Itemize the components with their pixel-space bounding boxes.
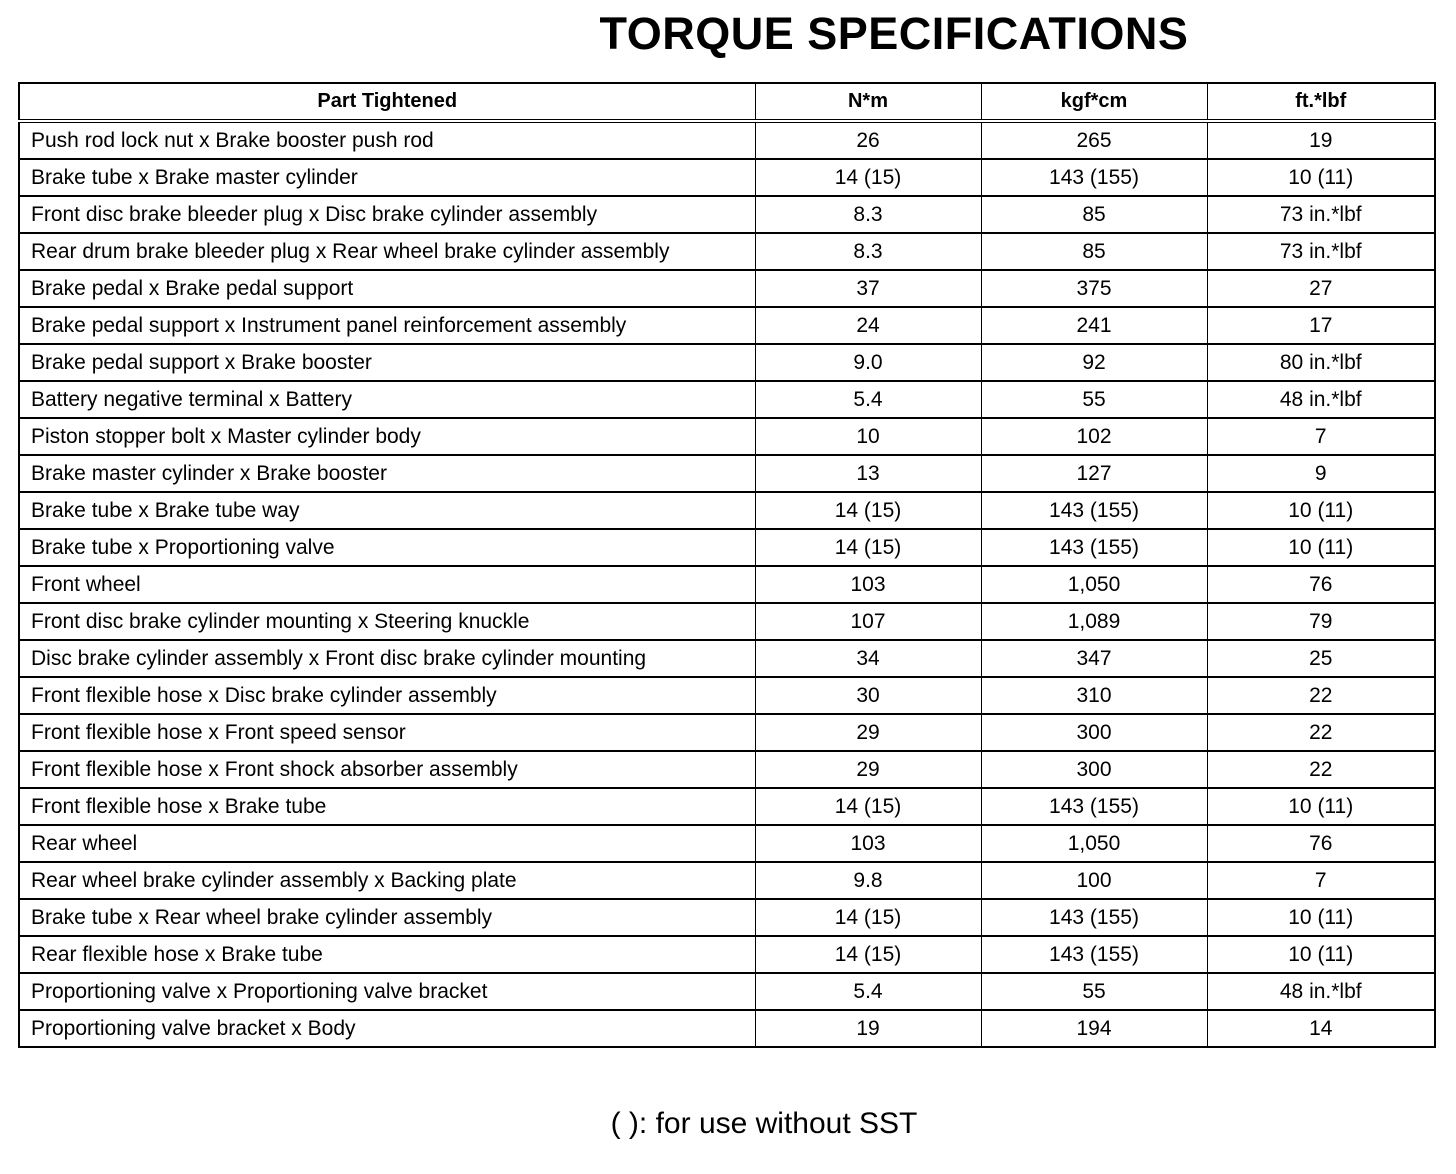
ft-lbf-cell: 7 bbox=[1207, 418, 1435, 455]
nm-cell: 30 bbox=[755, 677, 981, 714]
nm-cell: 14 (15) bbox=[755, 899, 981, 936]
kgf-cm-cell: 143 (155) bbox=[981, 899, 1207, 936]
table-row bbox=[19, 455, 1435, 492]
kgf-cm-cell: 85 bbox=[981, 233, 1207, 270]
ft-lbf-cell: 10 (11) bbox=[1207, 529, 1435, 566]
kgf-cm-cell: 143 (155) bbox=[981, 936, 1207, 973]
part-cell: Front flexible hose x Disc brake cylinder assembly bbox=[19, 677, 755, 714]
kgf-cm-cell: 100 bbox=[981, 862, 1207, 899]
kgf-cm-cell: 127 bbox=[981, 455, 1207, 492]
ft-lbf-cell: 19 bbox=[1207, 121, 1435, 159]
kgf-cm-cell: 300 bbox=[981, 751, 1207, 788]
table-row bbox=[19, 1010, 1435, 1047]
nm-cell: 9.0 bbox=[755, 344, 981, 381]
part-cell: Piston stopper bolt x Master cylinder body bbox=[19, 418, 755, 455]
header-kgf-cm: kgf*cm bbox=[981, 83, 1207, 121]
part-cell: Disc brake cylinder assembly x Front disc brake cylinder mounting bbox=[19, 640, 755, 677]
part-cell: Battery negative terminal x Battery bbox=[19, 381, 755, 418]
table-row bbox=[19, 936, 1435, 973]
nm-cell: 34 bbox=[755, 640, 981, 677]
table-row bbox=[19, 159, 1435, 196]
table-row bbox=[19, 121, 1435, 159]
part-cell: Brake tube x Brake tube way bbox=[19, 492, 755, 529]
table-row bbox=[19, 677, 1435, 714]
kgf-cm-cell: 347 bbox=[981, 640, 1207, 677]
header-nm: N*m bbox=[755, 83, 981, 121]
ft-lbf-cell: 27 bbox=[1207, 270, 1435, 307]
part-cell: Brake pedal support x Brake booster bbox=[19, 344, 755, 381]
kgf-cm-cell: 310 bbox=[981, 677, 1207, 714]
ft-lbf-cell: 10 (11) bbox=[1207, 788, 1435, 825]
table-body bbox=[19, 121, 1435, 1047]
nm-cell: 107 bbox=[755, 603, 981, 640]
part-cell: Brake tube x Brake master cylinder bbox=[19, 159, 755, 196]
ft-lbf-cell: 22 bbox=[1207, 751, 1435, 788]
nm-cell: 10 bbox=[755, 418, 981, 455]
table-row bbox=[19, 640, 1435, 677]
nm-cell: 8.3 bbox=[755, 233, 981, 270]
nm-cell: 8.3 bbox=[755, 196, 981, 233]
header-ft-lbf: ft.*lbf bbox=[1207, 83, 1435, 121]
nm-cell: 9.8 bbox=[755, 862, 981, 899]
ft-lbf-cell: 17 bbox=[1207, 307, 1435, 344]
ft-lbf-cell: 9 bbox=[1207, 455, 1435, 492]
table-header-row bbox=[19, 83, 1435, 121]
table-row bbox=[19, 973, 1435, 1010]
ft-lbf-cell: 73 in.*lbf bbox=[1207, 196, 1435, 233]
part-cell: Brake tube x Rear wheel brake cylinder assembly bbox=[19, 899, 755, 936]
part-cell: Rear flexible hose x Brake tube bbox=[19, 936, 755, 973]
part-cell: Front flexible hose x Brake tube bbox=[19, 788, 755, 825]
kgf-cm-cell: 241 bbox=[981, 307, 1207, 344]
table-row bbox=[19, 492, 1435, 529]
ft-lbf-cell: 76 bbox=[1207, 566, 1435, 603]
ft-lbf-cell: 10 (11) bbox=[1207, 899, 1435, 936]
kgf-cm-cell: 85 bbox=[981, 196, 1207, 233]
torque-spec-table bbox=[18, 82, 1436, 1048]
ft-lbf-cell: 73 in.*lbf bbox=[1207, 233, 1435, 270]
kgf-cm-cell: 265 bbox=[981, 121, 1207, 159]
nm-cell: 14 (15) bbox=[755, 159, 981, 196]
part-cell: Proportioning valve x Proportioning valve bracket bbox=[19, 973, 755, 1010]
nm-cell: 14 (15) bbox=[755, 788, 981, 825]
table-row bbox=[19, 529, 1435, 566]
part-cell: Push rod lock nut x Brake booster push rod bbox=[19, 121, 755, 159]
ft-lbf-cell: 10 (11) bbox=[1207, 936, 1435, 973]
table-row bbox=[19, 751, 1435, 788]
nm-cell: 5.4 bbox=[755, 381, 981, 418]
nm-cell: 14 (15) bbox=[755, 529, 981, 566]
footnote: ( ): for use without SST bbox=[610, 1107, 918, 1140]
table-row bbox=[19, 344, 1435, 381]
table-row bbox=[19, 196, 1435, 233]
table-row bbox=[19, 825, 1435, 862]
ft-lbf-cell: 48 in.*lbf bbox=[1207, 973, 1435, 1010]
page-title: TORQUE SPECIFICATIONS bbox=[599, 8, 1189, 59]
kgf-cm-cell: 1,089 bbox=[981, 603, 1207, 640]
ft-lbf-cell: 22 bbox=[1207, 677, 1435, 714]
nm-cell: 103 bbox=[755, 566, 981, 603]
kgf-cm-cell: 300 bbox=[981, 714, 1207, 751]
part-cell: Brake pedal x Brake pedal support bbox=[19, 270, 755, 307]
nm-cell: 24 bbox=[755, 307, 981, 344]
header-part-tightened: Part Tightened bbox=[19, 83, 755, 121]
ft-lbf-cell: 14 bbox=[1207, 1010, 1435, 1047]
table-row bbox=[19, 418, 1435, 455]
kgf-cm-cell: 1,050 bbox=[981, 825, 1207, 862]
nm-cell: 26 bbox=[755, 121, 981, 159]
table-row bbox=[19, 233, 1435, 270]
table-row bbox=[19, 714, 1435, 751]
table-row bbox=[19, 788, 1435, 825]
part-cell: Front wheel bbox=[19, 566, 755, 603]
table-row bbox=[19, 862, 1435, 899]
kgf-cm-cell: 375 bbox=[981, 270, 1207, 307]
part-cell: Rear drum brake bleeder plug x Rear wheel brake cylinder assembly bbox=[19, 233, 755, 270]
part-cell: Rear wheel brake cylinder assembly x Backing plate bbox=[19, 862, 755, 899]
part-cell: Brake tube x Proportioning valve bbox=[19, 529, 755, 566]
ft-lbf-cell: 7 bbox=[1207, 862, 1435, 899]
nm-cell: 103 bbox=[755, 825, 981, 862]
kgf-cm-cell: 194 bbox=[981, 1010, 1207, 1047]
nm-cell: 13 bbox=[755, 455, 981, 492]
nm-cell: 29 bbox=[755, 714, 981, 751]
table-row bbox=[19, 381, 1435, 418]
part-cell: Brake pedal support x Instrument panel reinforcement assembly bbox=[19, 307, 755, 344]
nm-cell: 14 (15) bbox=[755, 492, 981, 529]
ft-lbf-cell: 48 in.*lbf bbox=[1207, 381, 1435, 418]
kgf-cm-cell: 143 (155) bbox=[981, 492, 1207, 529]
table-row bbox=[19, 603, 1435, 640]
ft-lbf-cell: 76 bbox=[1207, 825, 1435, 862]
nm-cell: 29 bbox=[755, 751, 981, 788]
ft-lbf-cell: 10 (11) bbox=[1207, 492, 1435, 529]
kgf-cm-cell: 102 bbox=[981, 418, 1207, 455]
kgf-cm-cell: 143 (155) bbox=[981, 159, 1207, 196]
part-cell: Rear wheel bbox=[19, 825, 755, 862]
ft-lbf-cell: 79 bbox=[1207, 603, 1435, 640]
nm-cell: 37 bbox=[755, 270, 981, 307]
kgf-cm-cell: 143 (155) bbox=[981, 788, 1207, 825]
part-cell: Proportioning valve bracket x Body bbox=[19, 1010, 755, 1047]
ft-lbf-cell: 10 (11) bbox=[1207, 159, 1435, 196]
table-row bbox=[19, 899, 1435, 936]
nm-cell: 14 (15) bbox=[755, 936, 981, 973]
part-cell: Front disc brake bleeder plug x Disc brake cylinder assembly bbox=[19, 196, 755, 233]
kgf-cm-cell: 55 bbox=[981, 381, 1207, 418]
part-cell: Brake master cylinder x Brake booster bbox=[19, 455, 755, 492]
ft-lbf-cell: 25 bbox=[1207, 640, 1435, 677]
kgf-cm-cell: 1,050 bbox=[981, 566, 1207, 603]
table-row bbox=[19, 307, 1435, 344]
table-row bbox=[19, 566, 1435, 603]
kgf-cm-cell: 143 (155) bbox=[981, 529, 1207, 566]
ft-lbf-cell: 22 bbox=[1207, 714, 1435, 751]
part-cell: Front disc brake cylinder mounting x Steering knuckle bbox=[19, 603, 755, 640]
kgf-cm-cell: 92 bbox=[981, 344, 1207, 381]
part-cell: Front flexible hose x Front shock absorber assembly bbox=[19, 751, 755, 788]
nm-cell: 5.4 bbox=[755, 973, 981, 1010]
kgf-cm-cell: 55 bbox=[981, 973, 1207, 1010]
nm-cell: 19 bbox=[755, 1010, 981, 1047]
table-row bbox=[19, 270, 1435, 307]
part-cell: Front flexible hose x Front speed sensor bbox=[19, 714, 755, 751]
ft-lbf-cell: 80 in.*lbf bbox=[1207, 344, 1435, 381]
